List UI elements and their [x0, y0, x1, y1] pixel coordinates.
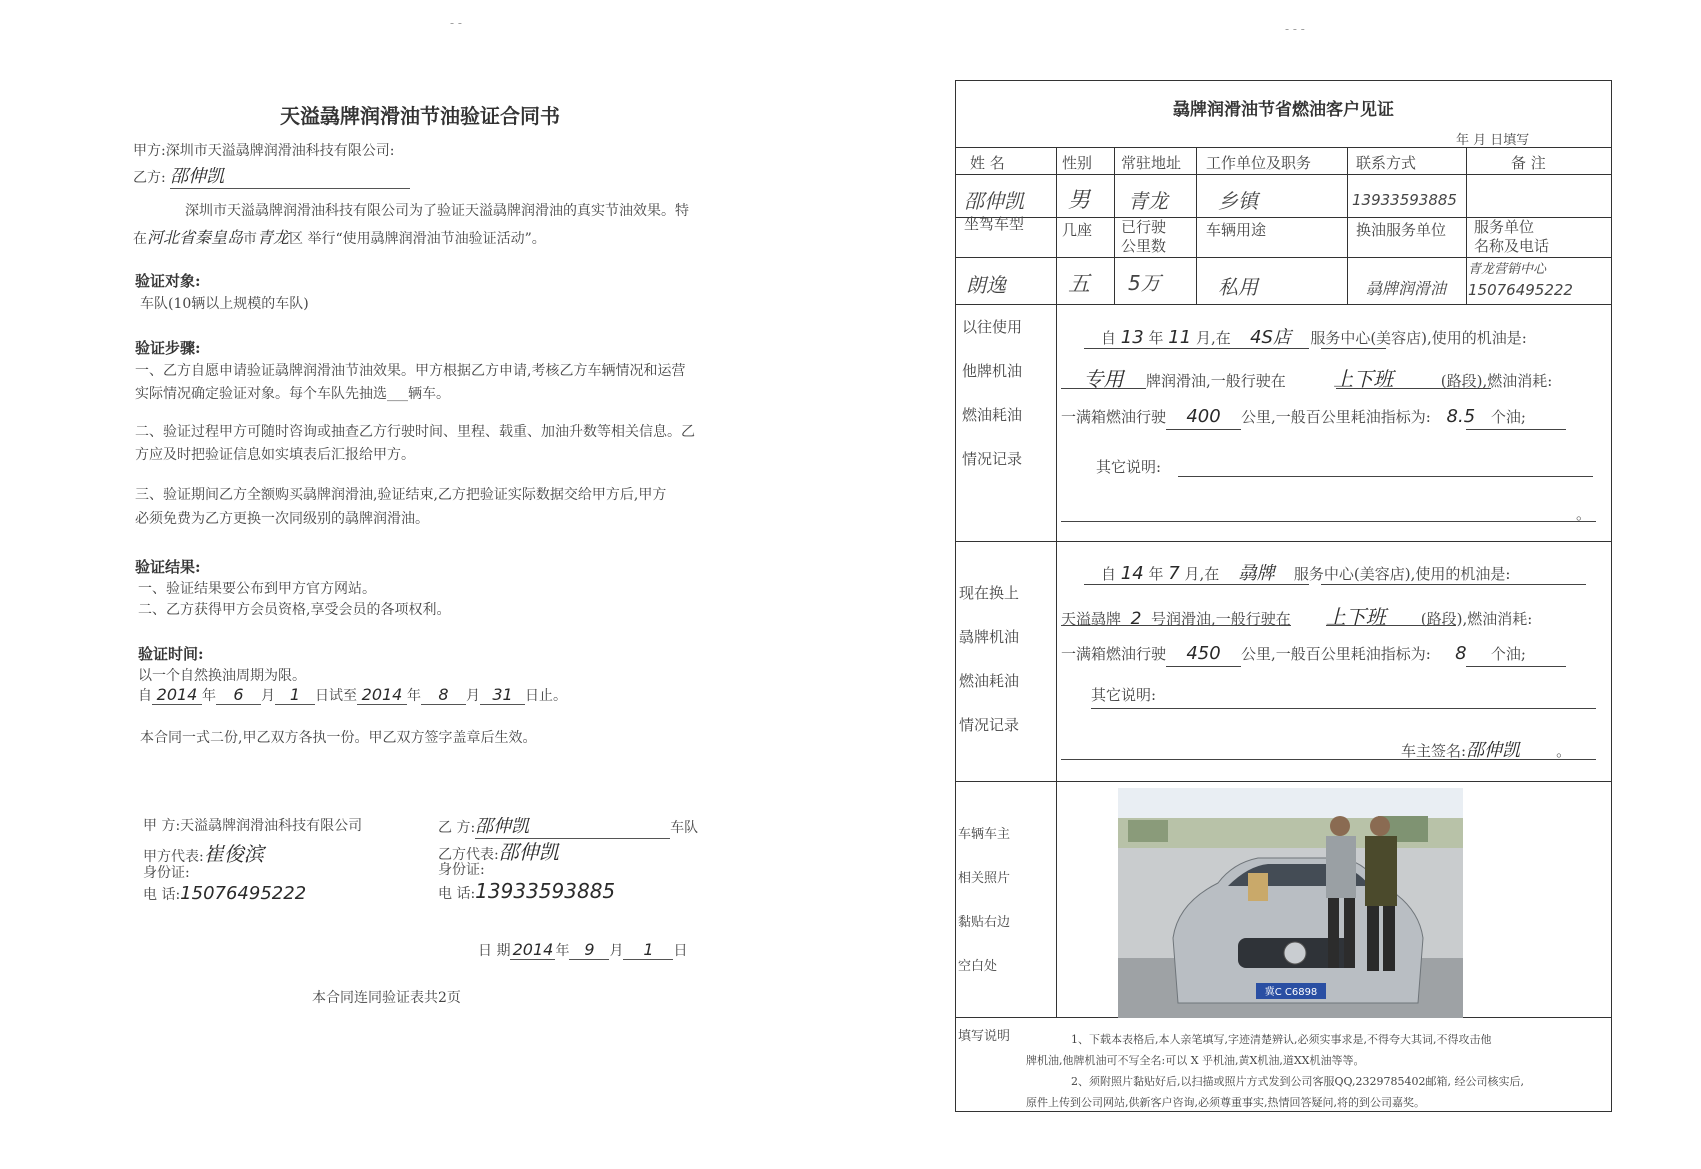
section-steps-title: 验证步骤:	[135, 339, 201, 357]
steps-p3b: 必须免费为乙方更换一次同级别的骉牌润滑油。	[135, 511, 429, 527]
col-seats: 几座	[1062, 221, 1093, 239]
intro-line-1: 深圳市天溢骉牌润滑油科技有限公司为了验证天溢骉牌润滑油的真实节油效果。特	[185, 203, 689, 219]
col-address: 常驻地址	[1121, 154, 1182, 172]
prev-section-label: 以往使用 他牌机油 燃油耗油 情况记录	[962, 318, 1023, 468]
col-name: 姓 名	[970, 154, 1005, 172]
sig-a-party: 甲 方:天溢骉牌润滑油科技有限公司	[143, 818, 363, 834]
val-contact: 13933593885	[1352, 191, 1457, 209]
now-section-label: 现在换上 骉牌机油 燃油耗油 情况记录	[959, 584, 1020, 734]
sig-b-party: 乙 方:邵伸凯 车队	[438, 812, 698, 839]
val-service: 骉牌润滑油	[1366, 279, 1447, 298]
intro-line-2: 在河北省秦皇岛市青龙区 举行“使用骉牌润滑油节油验证活动”。	[133, 228, 546, 247]
section-result-title: 验证结果:	[135, 558, 201, 576]
sign-date: 日 期 2014 年 9 月 1 日	[478, 940, 688, 959]
sig-a-rep: 甲方代表:崔俊滨	[143, 842, 264, 866]
col-contact: 联系方式	[1356, 154, 1417, 172]
section-object-title: 验证对象:	[135, 272, 201, 290]
steps-p2b: 方应及时把验证信息如实填表后汇报给甲方。	[135, 447, 415, 463]
sig-b-id: 身份证:	[438, 862, 485, 878]
val-name: 邵伸凯	[964, 189, 1024, 213]
contract-footer: 本合同连同验证表共2页	[312, 990, 461, 1006]
section-time-title: 验证时间:	[138, 645, 204, 663]
section-object-text: 车队(10辆以上规模的车队)	[140, 296, 309, 312]
col-km: 已行驶 公里数	[1121, 218, 1167, 255]
fill-2a: 2、须附照片黏贴好后,以扫描或照片方式发到公司客服QQ,2329785402邮箱, 经公司核实后,	[1071, 1075, 1524, 1088]
col-use: 车辆用途	[1206, 221, 1267, 239]
result-line-1: 一、验证结果要公布到甲方官方网站。	[138, 581, 376, 597]
time-line-2: 自 2014 年 6 月 1 日试至 2014 年 8 月 31 日止。	[138, 685, 567, 704]
contract-title: 天溢骉牌润滑油节油验证合同书	[280, 104, 560, 128]
sig-a-rep-signature: 崔俊滨	[203, 842, 264, 866]
prev-line-1: 自 13 年 11 月,在 4S店 服务中心(美容店),使用的机油是:	[1101, 327, 1527, 348]
license-plate: 冀C C6898	[1264, 987, 1318, 998]
fill-instruction-label: 填写说明	[958, 1029, 1011, 1044]
sig-a-tel: 电 话:15076495222	[143, 883, 307, 904]
steps-p1a: 一、乙方自愿申请验证骉牌润滑油节油效果。甲方根据乙方申请,考核乙方车辆情况和运营	[135, 363, 686, 379]
val-use: 私用	[1218, 275, 1258, 299]
steps-p2a: 二、验证过程甲方可随时咨询或抽查乙方行驶时间、里程、载重、加油升数等相关信息。乙	[135, 424, 695, 440]
form-fill-date: 年 月 日填写	[1456, 133, 1530, 148]
party-a-line: 甲方:深圳市天溢骉牌润滑油科技有限公司:	[133, 143, 395, 159]
prev-line-5-end: 。	[1576, 505, 1592, 523]
col-gender: 性别	[1062, 154, 1093, 172]
val-address: 青龙	[1128, 189, 1168, 213]
val-gender: 男	[1068, 188, 1091, 213]
fill-1a: 1、下载本表格后,本人亲笔填写,字迹清楚辨认,必须实事求是,不得夸大其词,不得攻击他	[1071, 1033, 1492, 1046]
now-line-2: 天溢骉牌 2 号润滑油,一般行驶在 上下班 (路段),燃油消耗:	[1061, 605, 1533, 629]
party-b-signature: 邵伸凯	[170, 162, 410, 189]
sig-a-id: 身份证:	[143, 865, 190, 881]
prev-line-3: 一满箱燃油行驶 400 公里,一般百公里耗油指标为: 8.5 个油;	[1061, 406, 1526, 427]
fill-1b: 牌机油,他牌机油可不写全名:可以 X 乎机油,黄X机油,道XX机油等等。	[1026, 1054, 1365, 1067]
col-work: 工作单位及职务	[1206, 154, 1312, 172]
result-line-2: 二、乙方获得甲方会员资格,享受会员的各项权利。	[138, 602, 451, 618]
sig-b-rep: 乙方代表:邵伸凯	[438, 840, 559, 864]
col-model: 坐驾车型	[964, 215, 1025, 233]
customer-testimony-form	[955, 80, 1612, 1112]
val-km: 5万	[1128, 271, 1161, 295]
val-model: 朗逸	[966, 273, 1006, 297]
owner-car-photo	[1118, 788, 1463, 1018]
val-work: 乡镇	[1218, 189, 1258, 213]
now-line-3: 一满箱燃油行驶 450 公里,一般百公里耗油指标为: 8 个油;	[1061, 643, 1526, 664]
form-title: 骉牌润滑油节省燃油客户见证	[1173, 100, 1394, 120]
validity-line: 本合同一式二份,甲乙双方各执一份。甲乙双方签字盖章后生效。	[140, 730, 537, 746]
col-service: 换油服务单位	[1356, 221, 1447, 239]
prev-line-2: 专用 牌润滑油,一般行驶在 上下班 (路段),燃油消耗:	[1083, 367, 1553, 391]
now-line-1: 自 14 年 7 月,在 骉牌 服务中心(美容店),使用的机油是:	[1101, 563, 1511, 584]
scan-mark: - - -	[1285, 22, 1305, 36]
time-line-1: 以一个自然换油周期为限。	[138, 668, 306, 684]
prev-line-4: 其它说明:	[1096, 458, 1162, 476]
val-seats: 五	[1068, 272, 1091, 297]
now-line-4: 其它说明:	[1091, 686, 1157, 704]
party-b-line: 乙方: 邵伸凯	[133, 162, 410, 189]
fill-2b: 原件上传到公司网站,供新客户咨询,必须尊重事实,热情回答疑问,将的到公司嘉奖。	[1026, 1096, 1425, 1109]
col-unit: 服务单位 名称及电话	[1474, 218, 1550, 255]
photo-section-label: 车辆车主 相关照片 黏贴右边 空白处	[958, 827, 1011, 974]
steps-p1b: 实际情况确定验证对象。每个车队先抽选___辆车。	[135, 386, 450, 402]
steps-p3a: 三、验证期间乙方全额购买骉牌润滑油,验证结束,乙方把验证实际数据交给甲方后,甲方	[135, 487, 667, 503]
scan-mark: - -	[450, 16, 462, 30]
val-unit: 青龙营销中心 15076495222	[1468, 262, 1573, 299]
sig-b-tel: 电 话:13933593885	[438, 879, 616, 903]
col-note: 备 注	[1511, 154, 1546, 172]
now-signature: 车主签名:邵伸凯 。	[1401, 740, 1572, 761]
